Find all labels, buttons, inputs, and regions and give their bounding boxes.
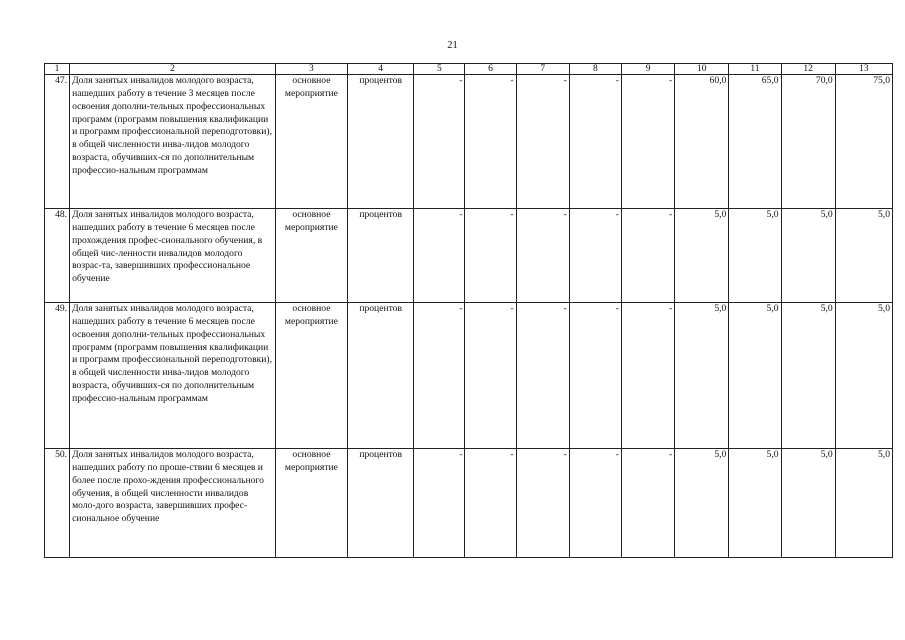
row-number: 48. xyxy=(45,209,70,303)
page-number: 21 xyxy=(447,40,458,51)
value-cell: - xyxy=(516,449,569,558)
value-cell: - xyxy=(414,303,465,449)
indicator-type: основное мероприятие xyxy=(275,75,347,209)
value-cell: 5,0 xyxy=(729,303,781,449)
indicator-type: основное мероприятие xyxy=(275,449,347,558)
indicator-type: основное мероприятие xyxy=(275,209,347,303)
value-cell: 75,0 xyxy=(835,75,892,209)
value-cell: - xyxy=(569,449,621,558)
header-cell: 13 xyxy=(835,64,892,75)
value-cell: 5,0 xyxy=(835,209,892,303)
value-cell: - xyxy=(465,303,516,449)
indicator-name: Доля занятых инвалидов молодого возраста, нашедших работу в течение 6 месяцев после прохождения профес-сионального обучения, в общей чис-ленности инвалидов молодого возрас-та, завершивших профессиональное обучение xyxy=(70,209,276,303)
indicator-unit: процентов xyxy=(348,303,414,449)
indicator-unit: процентов xyxy=(348,75,414,209)
indicator-name: Доля занятых инвалидов молодого возраста, нашедших работу в течение 3 месяцев после освоения дополни-тельных профессиональных программ (программ повышения квалификации и программ профессиональной переподготовки), в общей численности инва-лидов молодого возраста, обучивших-ся по дополнительным профессио-нальным программам xyxy=(70,75,276,209)
value-cell: 5,0 xyxy=(835,449,892,558)
header-cell: 9 xyxy=(621,64,674,75)
value-cell: 5,0 xyxy=(835,303,892,449)
indicator-name: Доля занятых инвалидов молодого возраста, нашедших работу по проше-ствии 6 месяцев и более после прохо-ждения профессионального обучения, в общей численности инвалидов моло-дого возраста, завершивших профес-сиональное обучение xyxy=(70,449,276,558)
value-cell: 5,0 xyxy=(675,209,729,303)
value-cell: - xyxy=(516,303,569,449)
row-number: 49. xyxy=(45,303,70,449)
indicator-unit: процентов xyxy=(348,449,414,558)
header-cell: 10 xyxy=(675,64,729,75)
value-cell: - xyxy=(414,209,465,303)
value-cell: - xyxy=(621,75,674,209)
header-cell: 6 xyxy=(465,64,516,75)
value-cell: - xyxy=(414,449,465,558)
value-cell: 5,0 xyxy=(729,209,781,303)
header-cell: 12 xyxy=(781,64,835,75)
value-cell: - xyxy=(465,75,516,209)
value-cell: - xyxy=(465,449,516,558)
header-row xyxy=(45,64,893,75)
value-cell: 70,0 xyxy=(781,75,835,209)
value-cell: 60,0 xyxy=(675,75,729,209)
value-cell: - xyxy=(621,209,674,303)
indicators-table xyxy=(44,63,893,558)
value-cell: - xyxy=(569,209,621,303)
header-cell: 5 xyxy=(414,64,465,75)
header-cell: 4 xyxy=(348,64,414,75)
table-row xyxy=(45,209,893,303)
value-cell: - xyxy=(621,449,674,558)
header-cell: 8 xyxy=(569,64,621,75)
value-cell: - xyxy=(621,303,674,449)
table-row xyxy=(45,449,893,558)
value-cell: - xyxy=(569,75,621,209)
row-number: 47. xyxy=(45,75,70,209)
value-cell: 65,0 xyxy=(729,75,781,209)
value-cell: - xyxy=(569,303,621,449)
indicator-type: основное мероприятие xyxy=(275,303,347,449)
header-cell: 11 xyxy=(729,64,781,75)
value-cell: - xyxy=(414,75,465,209)
header-cell: 1 xyxy=(45,64,70,75)
value-cell: 5,0 xyxy=(675,303,729,449)
value-cell: 5,0 xyxy=(675,449,729,558)
header-cell: 3 xyxy=(275,64,347,75)
value-cell: - xyxy=(516,209,569,303)
table-row xyxy=(45,75,893,209)
table-row xyxy=(45,303,893,449)
indicator-name: Доля занятых инвалидов молодого возраста, нашедших работу в течение 6 месяцев после освоения дополни-тельных профессиональных программ (программ повышения квалификации и программ профессиональной переподготовки), в общей численности инва-лидов молодого возраста, обучивших-ся по дополнительным профессио-нальным программам xyxy=(70,303,276,449)
value-cell: 5,0 xyxy=(729,449,781,558)
value-cell: - xyxy=(516,75,569,209)
header-cell: 2 xyxy=(70,64,276,75)
value-cell: - xyxy=(465,209,516,303)
indicator-unit: процентов xyxy=(348,209,414,303)
value-cell: 5,0 xyxy=(781,303,835,449)
value-cell: 5,0 xyxy=(781,449,835,558)
value-cell: 5,0 xyxy=(781,209,835,303)
row-number: 50. xyxy=(45,449,70,558)
header-cell: 7 xyxy=(516,64,569,75)
